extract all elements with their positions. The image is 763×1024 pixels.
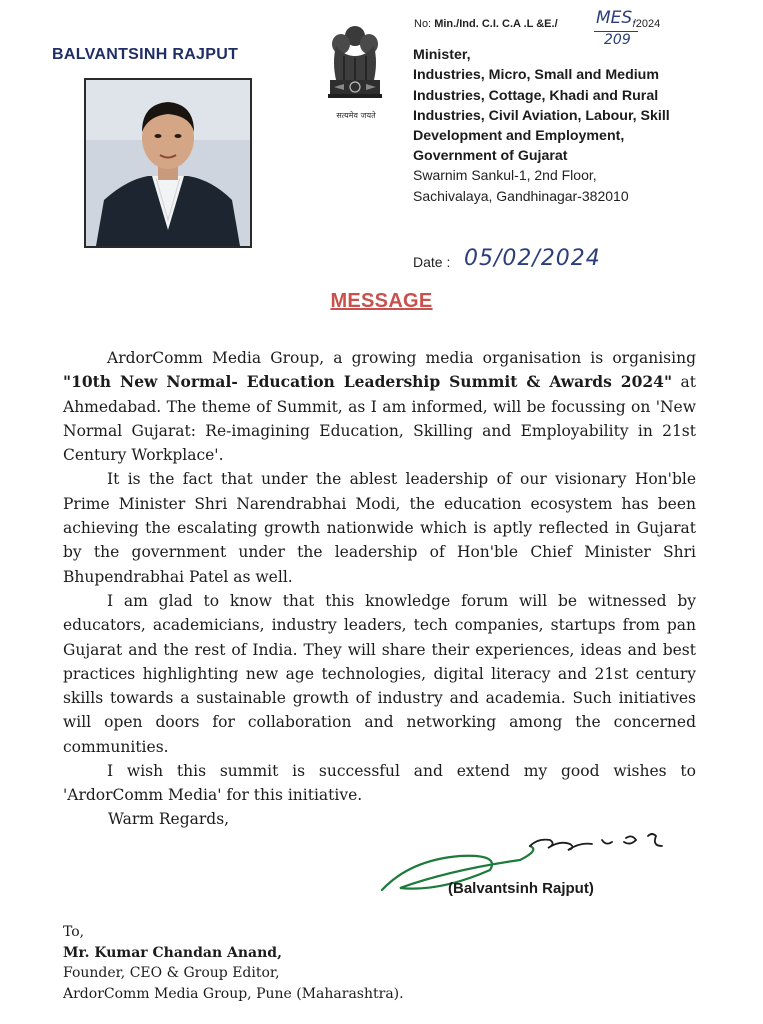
sender-name: BALVANTSINH RAJPUT bbox=[52, 46, 239, 63]
ref-year: /2024 bbox=[632, 18, 661, 30]
message-body bbox=[63, 346, 696, 808]
office-address bbox=[413, 165, 629, 207]
portrait-photo bbox=[84, 78, 252, 248]
address-line-1: Swarnim Sankul-1, 2nd Floor, bbox=[413, 167, 597, 183]
signatory-name: (Balvantsinh Rajput) bbox=[448, 880, 594, 897]
paragraph bbox=[63, 346, 696, 467]
recipient-org: ArdorComm Media Group, Pune (Maharashtra). bbox=[63, 985, 404, 1002]
minister-designation bbox=[413, 45, 713, 167]
recipient-block bbox=[63, 922, 404, 1004]
address-line-2: Sachivalaya, Gandhinagar-382010 bbox=[413, 188, 629, 204]
to-label: To, bbox=[63, 924, 85, 940]
lion-capital-icon bbox=[322, 22, 388, 112]
closing-salutation: Warm Regards, bbox=[108, 810, 230, 828]
state-emblem bbox=[322, 22, 388, 122]
ref-prefix: No: bbox=[414, 18, 432, 30]
recipient-title: Founder, CEO & Group Editor, bbox=[63, 965, 280, 981]
designation-line: Development and Employment, bbox=[413, 128, 625, 145]
paragraph: I am glad to know that this knowledge forum will be witnessed by educators, academicians, industry leaders, tech companies, startups from pan Gujarat and the rest of India. They will share their experiences, ideas and best practices highlighting new age technologies, digital literacy and 21st century skills towards a sustainable growth of industry and academia. Such initiatives will open doors for collaboration and networking among the concerned communities. bbox=[63, 591, 696, 756]
emblem-motto: सत्यमेव जयते bbox=[336, 111, 376, 120]
ref-code: Min./Ind. C.I. C.A .L &E./ bbox=[434, 18, 558, 30]
paragraph: It is the fact that under the ablest leadership of our visionary Hon'ble Prime Minister Shri Narendrabhai Modi, the education ecosystem has been achieving the escalating growth nationwide which is aptly reflected in Gujarat by the government under the leadership of Hon'ble Chief Minister Shri Bhupendrabhai Patel as well. bbox=[63, 470, 696, 586]
ref-handwritten-series: MES. bbox=[596, 8, 638, 28]
designation-line: Minister, bbox=[413, 47, 471, 63]
designation-line: Industries, Civil Aviation, Labour, Skill bbox=[413, 107, 670, 124]
ref-handwritten-number: 209 bbox=[604, 32, 631, 48]
portrait-illustration bbox=[86, 80, 250, 246]
date-value: 05/02/2024 bbox=[464, 246, 601, 271]
designation-line: Government of Gujarat bbox=[413, 148, 568, 165]
paragraph: I wish this summit is successful and extend my good wishes to 'ArdorComm Media' for this initiative. bbox=[63, 762, 696, 805]
paragraph-text: at Ahmedabad. The theme of Summit, as I am informed, will be focussing on 'New Normal Gujarat: Re-imagining Education, Skilling and Employability in 21st Century Workplace'. bbox=[63, 373, 696, 465]
paragraph-text: ArdorComm Media Group, a growing media organisation is organising bbox=[107, 349, 696, 367]
message-title: MESSAGE bbox=[330, 290, 433, 312]
designation-line: Industries, Micro, Small and Medium bbox=[413, 67, 659, 84]
date-label: Date : bbox=[413, 254, 451, 270]
summit-name: "10th New Normal- Education Leadership Summit & Awards 2024" bbox=[63, 372, 673, 392]
designation-line: Industries, Cottage, Khadi and Rural bbox=[413, 87, 659, 104]
recipient-name: Mr. Kumar Chandan Anand, bbox=[63, 944, 282, 961]
